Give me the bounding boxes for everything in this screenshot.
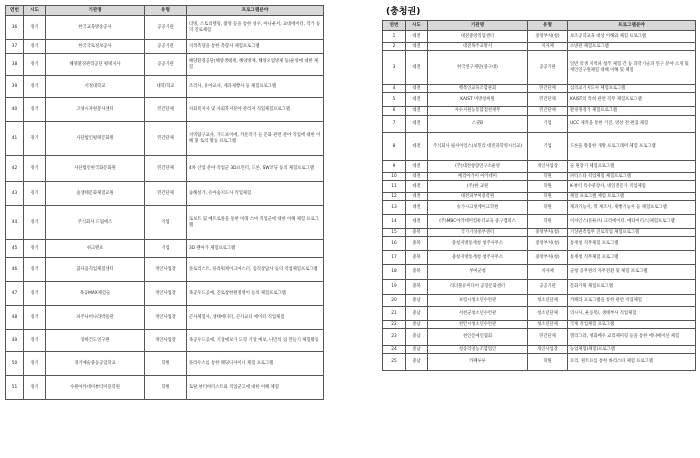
table-row [383,265,696,280]
table-row [383,133,696,161]
section-title: (충청권) [386,7,421,17]
row-org-name: 꿈다움직업체험센터 [46,258,145,282]
header-field: 프로그램분야 [187,6,324,16]
table-row [383,193,696,201]
row-region: 경기 [24,54,46,76]
row-region: 경기 [24,182,46,206]
row-region: 경기 [24,240,46,258]
row-number: 12 [383,193,406,201]
row-region: 충북 [406,280,428,295]
row-org-name: 주식회사 필사이언스(보민리 대전과학영시식교) [428,133,528,161]
table-row [383,161,696,173]
table-row [383,295,696,307]
row-org-type: 중앙부처(청) [528,31,568,43]
row-program-field: 숲해설가, 유아숲지도사 직업체험 [187,182,324,206]
row-org-name: 충청지방통계청 청주사무소 [428,251,528,265]
row-program-field: 플로리스트, 플라워케이크마스터, 심리상담사 등의 직업체험프로그램 [187,258,324,282]
table-row [6,352,324,376]
row-org-name: 파주나비나라박물관 [46,306,145,330]
row-region: 충북 [406,237,428,251]
row-number: 21 [383,307,406,321]
table-row [383,201,696,215]
row-org-type: 개인사업장 [145,306,187,330]
header-org: 기관명 [46,6,145,16]
row-region: 대전 [406,107,428,116]
row-org-name: 사단법인평택문화원 [46,122,145,156]
row-org-type: 중앙부처(청) [528,237,568,251]
row-region: 경기 [24,306,46,330]
row-region: 대전 [406,201,428,215]
row-number: 51 [6,376,24,400]
row-program-field: UCC 제작을 통한 거진, 영상 전 편집 체험 [568,116,696,133]
right-table-body [383,31,696,371]
row-org-name: 서정대학교 [46,76,145,98]
row-number: 38 [6,54,24,76]
row-org-name: 국가기상중부센터 [428,229,528,237]
row-region: 충남 [406,329,428,346]
table-header-row [383,21,696,31]
table-row [6,258,324,282]
table-row [383,85,696,93]
row-org-name: 부여군청 [428,265,528,280]
row-region: 충북 [406,251,428,265]
row-number: 20 [383,295,406,307]
row-number: 14 [383,215,406,229]
row-region: 충북 [406,229,428,237]
right-program-table [382,20,696,371]
table-row [6,98,324,122]
row-org-name: 한국교육방송공사 [46,16,145,40]
row-region: 대전 [406,93,428,107]
header-no: 연번 [383,21,406,31]
row-number: 22 [383,321,406,329]
row-number: 41 [6,122,24,156]
header-field: 프로그램분야 [568,21,696,31]
table-row [383,43,696,51]
row-org-type: 민간단체 [528,329,568,346]
table-row [383,329,696,346]
row-org-type: 학원 [528,201,568,215]
row-number: 3 [383,51,406,85]
row-program-field: 제과기능사, 떡 제조사, 제빵기능사 등 체험프로그램 [568,201,696,215]
row-program-field: K-뷰티 특수분장사, 네일전문가 직업체험 [568,181,696,193]
table-row [383,280,696,295]
table-row [6,306,324,330]
table-row [383,321,696,329]
row-org-type: 민간단체 [145,182,187,206]
row-program-field: 곤사체험사, 생태에디터, 곤사교디 에이터 직업체험 [187,306,324,330]
row-org-name: 고양시자원봉사센터 [46,98,145,122]
table-row [383,107,696,116]
row-org-name: 슈가시크릿케이크학원 [428,201,528,215]
table-row [6,330,324,352]
row-org-type: 민간단체 [145,156,187,182]
row-number: 17 [383,251,406,265]
table-row [383,215,696,229]
left-program-table [5,5,324,400]
row-region: 대전 [406,133,428,161]
row-program-field: 플라우스를 통한 웨딩디자이너 체험 프로그램 [187,352,324,376]
row-number: 1 [383,31,406,43]
row-region: 대전 [406,173,428,181]
row-number: 39 [6,76,24,98]
row-org-name: 목공MAX체험술 [46,282,145,306]
row-number: 6 [383,107,406,116]
header-org: 기관명 [428,21,528,31]
row-org-name: (주)대전창량연구소운영 [428,161,528,173]
row-program-field: 문화기획 체험프로그램 [568,280,696,295]
row-region: 충남 [406,321,428,329]
row-org-name: 메리아가이 아카데미 [428,173,528,181]
row-region: 경기 [24,258,46,282]
table-row [383,116,696,133]
row-number: 49 [6,330,24,352]
row-number: 7 [383,116,406,133]
row-number: 16 [383,237,406,251]
row-number: 46 [6,258,24,282]
row-org-name: KAIST 미방창희원 [428,93,528,107]
row-org-name: 쉬크멘츠 [46,240,145,258]
row-org-name: 천안문예인협회 [428,329,528,346]
row-program-field: 조리사, 유아교사, 제과제빵사 등 체험프로그램 [187,76,324,98]
table-row [6,376,324,400]
row-org-type: 학원 [528,181,568,193]
row-org-type: 지자체 [528,43,568,51]
table-row [383,181,696,193]
row-program-field: 카페라 프로그램을 통한 관련 직업체험 [568,295,696,307]
row-number: 47 [6,282,24,306]
row-org-name: 대전목주교방서 [428,43,528,51]
row-org-name: 경기예술중동공업학교 [46,352,145,376]
row-region: 경기 [24,282,46,306]
row-org-type: 대학/학교 [145,76,187,98]
row-org-type: 공공기관 [145,16,187,40]
row-region: 경기 [24,206,46,240]
row-org-type: 중앙부처(청) [528,251,568,265]
row-org-name: 천안시청소년수련관 [428,321,528,329]
table-row [383,237,696,251]
row-org-type: 민간단체 [145,122,187,156]
row-number: 18 [383,265,406,280]
row-org-name: (주)한 교원 [428,181,528,193]
table-row [6,240,324,258]
table-row [383,93,696,107]
row-number: 9 [383,161,406,173]
row-org-type: 공공기관 [528,51,568,85]
row-number: 8 [383,133,406,161]
row-org-name: 보령시청소년수련관 [428,295,528,307]
row-number: 5 [383,93,406,107]
row-region: 경기 [24,76,46,98]
row-program-field: 보조공학교육 대상 이해와 체험 프로그램 [568,31,696,43]
table-row [383,51,696,85]
row-region: 경기 [24,376,46,400]
row-program-field: 기상관측업무 진로직업 체험프로그램 [568,229,696,237]
row-region: 충남 [406,346,428,354]
table-row [383,31,696,43]
table-row [6,156,324,182]
row-program-field: 토탈 뷰티아티스트와 직업군고에 대한 이해 체험 [187,376,324,400]
row-region: 경기 [24,16,46,40]
row-org-name: (주)MBC아카데미컴퓨터교육 중구캠퍼스 [428,215,528,229]
row-org-type: 청소년단체 [528,295,568,307]
row-region: 충남 [406,307,428,321]
row-program-field: 요리, 원트프를 통한 바리스타 체험 프로그램 [568,354,696,371]
row-region: 대전 [406,215,428,229]
row-org-type: 개인사업장 [145,330,187,352]
row-number: 10 [383,173,406,181]
row-program-field: 드론을 활용한 개방 프로그래머 체험 프로그램 [568,133,696,161]
table-row [6,182,324,206]
row-org-type: 학원 [145,352,187,376]
row-org-name: 행복인교육조합관회 [428,85,528,93]
row-org-type: 민간단체 [528,107,568,116]
row-org-type: 공공기관 [528,280,568,295]
row-number: 42 [6,156,24,182]
table-row [6,16,324,40]
row-org-name: 사단법인한국화문화원 [46,156,145,182]
row-org-type: 개인사업장 [528,161,568,173]
table-row [383,173,696,181]
row-org-type: 개인사업장 [145,282,187,306]
table-row [6,122,324,156]
table-row [6,40,324,54]
row-org-name: 해양환경관리공단 평택지사 [46,54,145,76]
row-program-field: 해양환경공단(해양생태계, 해양방제, 해양오염방제 등)운영에 대한 체험 [187,54,324,76]
row-program-field: 일반 학생 지역파 청주 체험 간 등 과학기술과 연구 분야 소개 및 재인연구원체험 대해 이해 및 체험 [568,51,696,85]
row-number: 11 [383,181,406,193]
row-org-name: 스쿨B [428,116,528,133]
row-org-type: 학원 [528,193,568,201]
row-org-type: 학원 [528,173,568,181]
row-region: 대전 [406,43,428,51]
row-region: 대전 [406,193,428,201]
row-org-type: 공공기관 [145,54,187,76]
row-region: 경기 [24,352,46,376]
row-region: 대전 [406,51,428,85]
row-program-field: 3D 펜아가 체험프로그램 [187,240,324,258]
row-number: 36 [6,16,24,40]
row-program-field: 더빙, 스토리텔링, 촬영 등을 통한 성우, 아나운서, 교대에이터, 작가 등의 진로체험 [187,16,324,40]
row-org-name: 청송리영농조합법인 [428,346,528,354]
table-row [6,206,324,240]
row-program-field: 로보트 및 메트로폴을 통한 미래 스마 직업군에 대한 이해 체험 프로그램 [187,206,324,240]
row-program-field: 소방관 체험프로그램 [568,43,696,51]
table-row [383,307,696,321]
row-region: 대전 [406,181,428,193]
row-program-field: 통계청 직무체험 프로그램 [568,251,696,265]
row-org-name: 수원아카데미뷰티미용학원 [46,376,145,400]
row-program-field: 농업체험(체험)프로그램 [568,346,696,354]
row-number: 19 [383,280,406,295]
row-region: 대전 [406,161,428,173]
header-no: 연번 [6,6,24,16]
row-org-name: 한국연구재단(중구대) [428,51,528,85]
row-region: 충남 [406,295,428,307]
row-number: 13 [383,201,406,215]
row-org-name: 카페루루 [428,354,528,371]
row-program-field: 이자인스(유튜브) 크리에이터, 메타이터스)체험프로그램 [568,215,696,229]
row-org-type: 지자체 [528,265,568,280]
table-row [383,229,696,237]
row-program-field: 통계청 직무체험 프로그램 [568,237,696,251]
header-region: 시도 [406,21,428,31]
row-program-field: 국제 직업체험 프로그램 [568,321,696,329]
row-org-name: 숲생태문화체험교원 [46,182,145,206]
row-org-type: 청소년단체 [528,321,568,329]
row-program-field: 군청 공무원의 자무전환 및 체험 프로그램 [568,265,696,280]
row-program-field: KAIST의 특허 관련 직무 체험프로그램 [568,93,696,107]
row-number: 15 [383,229,406,237]
table-row [383,354,696,371]
header-type: 유형 [145,6,187,16]
row-number: 45 [6,240,24,258]
row-org-name: 주식회사 드림에스 [46,206,145,240]
row-region: 경기 [24,122,46,156]
row-program-field: 환경정경가 체험프로그램 [568,107,696,116]
table-row [383,346,696,354]
row-region: 대전 [406,85,428,93]
table-row [6,282,324,306]
row-org-type: 기업 [528,116,568,133]
row-org-type: 공공기관 [145,40,187,54]
row-org-name: 대전중앙직업센터 [428,31,528,43]
row-number: 4 [383,85,406,93]
row-org-type: 학원 [528,354,568,371]
row-number: 2 [383,43,406,51]
row-org-type: 청소년단체 [528,307,568,321]
table-header-row [6,6,324,16]
row-number: 25 [383,354,406,371]
row-org-name: 충청지방통계청 청주사무소 [428,237,528,251]
row-program-field: 지적측량을 통한 측량사 체험프로그램 [187,40,324,54]
row-number: 37 [6,40,24,54]
row-program-field: 사회복지사 및 사회복지분야 관리자 직업체험프로그램 [187,98,324,122]
row-region: 경기 [24,98,46,122]
row-number: 50 [6,352,24,376]
row-org-type: 중앙부처(청) [528,229,568,237]
row-org-type: 민간단체 [528,85,568,93]
row-region: 경기 [24,330,46,352]
row-region: 경기 [24,156,46,182]
header-region: 시도 [24,6,46,16]
row-number: 48 [6,306,24,330]
table-row [6,54,324,76]
row-org-name: 상하건도연구원 [46,330,145,352]
row-org-type: 기업 [145,206,187,240]
row-number: 40 [6,98,24,122]
row-org-name: 리더블유미디어 공장문화센터 [428,280,528,295]
row-number: 44 [6,206,24,240]
row-number: 23 [383,329,406,346]
row-number: 43 [6,182,24,206]
header-type: 유형 [528,21,568,31]
row-org-type: 민간단체 [145,98,187,122]
row-program-field: 목공우드공예, 기상예보가 도형 기상 예보, 나만의 집 만들기 체험활동 [187,330,324,352]
row-region: 충남 [406,354,428,371]
row-org-type: 학원 [145,376,187,400]
row-org-type: 민간단체 [528,93,568,107]
row-program-field: 심의교기지도사 체험프로그램 [568,85,696,93]
table-row [6,76,324,98]
row-org-name: 자수지원농통합점천재무 [428,107,528,116]
table-row [383,251,696,265]
row-program-field: 4차 산업 분야 직업군 3D프린터, 드론, SW코딩 등의 체험프로그램 [187,156,324,182]
row-program-field: 파티스타 직업체험 체험프로그램 [568,173,696,181]
row-org-name: 한국국토정보공사 [46,40,145,54]
row-org-type: 개인사업장 [145,258,187,282]
row-org-type: 기업 [528,133,568,161]
row-region: 대전 [406,116,428,133]
row-program-field: 체험 프로그램 체험 프로그램 [568,193,696,201]
row-program-field: 지역탐구교사, 가드보이에, 카툰작가 들 문화 관련 분야 직업에 대한 이해 및 토의 활동 프로그램 [187,122,324,156]
row-org-type: 개인사업장 [528,346,568,354]
row-program-field: 캘리그라, 영화배우 교리체미형 등을 통한 에니메이션 체험 [568,329,696,346]
row-region: 경기 [24,40,46,54]
left-table-body [6,16,324,400]
row-org-name: 서천군청소년수련관 [428,307,528,321]
row-program-field: 목공우드공예, 진로창한원정영어 등의 체험프로그램 [187,282,324,306]
row-region: 충북 [406,265,428,280]
row-org-type: 기업 [145,240,187,258]
row-program-field: 술 원장기 체험프로그램 [568,161,696,173]
row-region: 대전 [406,31,428,43]
row-org-type: 학원 [528,215,568,229]
row-org-name: 대전피부미용학원 [428,193,528,201]
row-program-field: 의시사, 운동복/, 생태부사 직업체험 [568,307,696,321]
row-number: 24 [383,346,406,354]
